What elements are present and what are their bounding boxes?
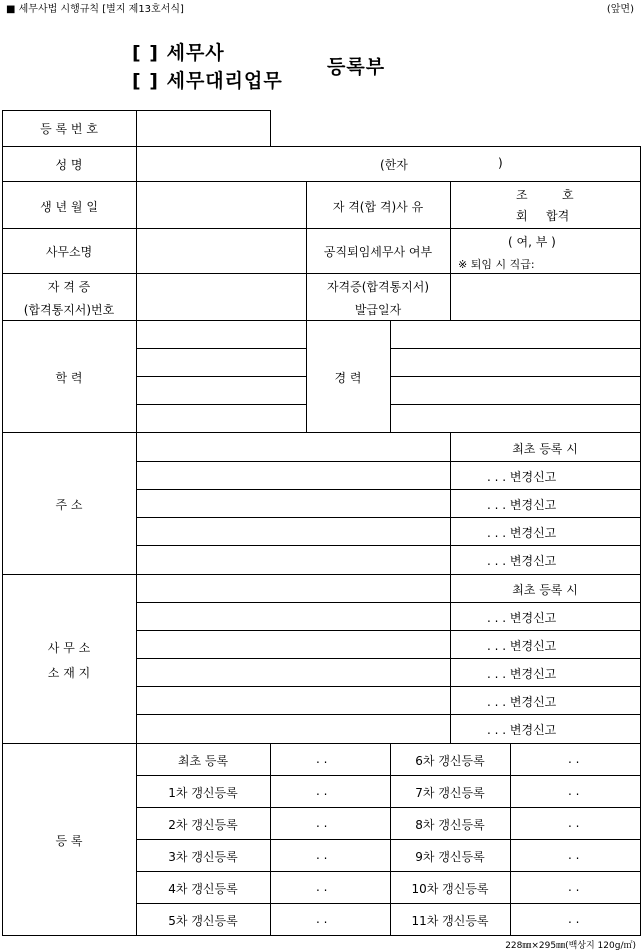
- office-change-1: . . . 변경신고: [487, 611, 557, 625]
- page-side: (앞면): [606, 4, 634, 15]
- label-office-1: 사 무 소: [47, 641, 91, 655]
- date-left-3[interactable]: . .: [316, 848, 328, 862]
- label-registration: 등 록: [55, 834, 83, 848]
- office-change-4: . . . 변경신고: [487, 695, 557, 709]
- title-checkbox-tax-agency[interactable]: [ ] 세무대리업무: [132, 70, 283, 92]
- label-career: 경 력: [334, 371, 362, 385]
- address-change-3: . . . 변경신고: [487, 526, 557, 540]
- date-right-1[interactable]: . .: [568, 784, 580, 798]
- page-title: 등록부: [327, 56, 386, 78]
- label-hanja: (한자: [380, 158, 408, 172]
- title-checkbox-tax-accountant[interactable]: [ ] 세무사: [132, 42, 225, 64]
- renewal-right-5: 11차 갱신등록: [411, 914, 489, 928]
- renewal-right-0: 6차 갱신등록: [415, 754, 485, 768]
- date-left-5[interactable]: . .: [316, 912, 328, 926]
- label-hoe: 회: [516, 209, 528, 223]
- date-left-2[interactable]: . .: [316, 816, 328, 830]
- date-right-4[interactable]: . .: [568, 880, 580, 894]
- form-label: ■ 세무사법 시행규칙 [별지 제13호서식]: [6, 4, 184, 15]
- address-change-4: . . . 변경신고: [487, 554, 557, 568]
- label-education: 학 력: [55, 371, 83, 385]
- renewal-left-1: 1차 갱신등록: [168, 786, 238, 800]
- renewal-left-2: 2차 갱신등록: [168, 818, 238, 832]
- label-ho: 호: [562, 188, 574, 202]
- label-cert-1: 자 격 증: [47, 280, 91, 294]
- retire-note: ※ 퇴임 시 직급:: [458, 258, 535, 271]
- date-right-3[interactable]: . .: [568, 848, 580, 862]
- renewal-left-3: 3차 갱신등록: [168, 850, 238, 864]
- address-first-reg: 최초 등록 시: [512, 442, 578, 456]
- field-reg-no[interactable]: [137, 111, 269, 145]
- label-qual-reason: 자 격(합 격)사 유: [332, 200, 424, 214]
- label-address: 주 소: [55, 498, 83, 512]
- label-name: 성 명: [55, 158, 83, 172]
- renewal-right-3: 9차 갱신등록: [415, 850, 485, 864]
- office-change-5: . . . 변경신고: [487, 723, 557, 737]
- date-left-4[interactable]: . .: [316, 880, 328, 894]
- label-jo: 조: [516, 188, 528, 202]
- date-right-2[interactable]: . .: [568, 816, 580, 830]
- date-right-5[interactable]: . .: [568, 912, 580, 926]
- date-right-0[interactable]: . .: [568, 752, 580, 766]
- address-change-1: . . . 변경신고: [487, 470, 557, 484]
- paper-spec: 228㎜×295㎜(백상지 120g/㎡): [505, 941, 636, 951]
- date-left-0[interactable]: . .: [316, 752, 328, 766]
- label-reg-no: 등 록 번 호: [40, 122, 98, 136]
- label-office-name: 사무소명: [45, 245, 93, 259]
- label-cert-2: (합격통지서)번호: [23, 303, 115, 317]
- office-change-3: . . . 변경신고: [487, 667, 557, 681]
- renewal-left-4: 4차 갱신등록: [168, 882, 238, 896]
- office-first-reg: 최초 등록 시: [512, 583, 578, 597]
- renewal-right-2: 8차 갱신등록: [415, 818, 485, 832]
- renewal-left-5: 5차 갱신등록: [168, 914, 238, 928]
- office-change-2: . . . 변경신고: [487, 639, 557, 653]
- label-issue-1: 자격증(합격통지서): [326, 280, 430, 294]
- renewal-right-4: 10차 갱신등록: [411, 882, 489, 896]
- label-retired: 공직퇴임세무사 여부: [323, 245, 433, 259]
- label-hanja-close: ): [498, 156, 503, 170]
- date-left-1[interactable]: . .: [316, 784, 328, 798]
- renewal-right-1: 7차 갱신등록: [415, 786, 485, 800]
- renewal-left-0: 최초 등록: [177, 754, 229, 768]
- label-office-2: 소 재 지: [47, 666, 91, 680]
- address-change-2: . . . 변경신고: [487, 498, 557, 512]
- label-hapgyeok: 합격: [546, 209, 570, 223]
- label-birth: 생 년 월 일: [40, 200, 98, 214]
- label-issue-2: 발급일자: [354, 303, 402, 317]
- yes-no-choice[interactable]: ( 여, 부 ): [508, 235, 556, 249]
